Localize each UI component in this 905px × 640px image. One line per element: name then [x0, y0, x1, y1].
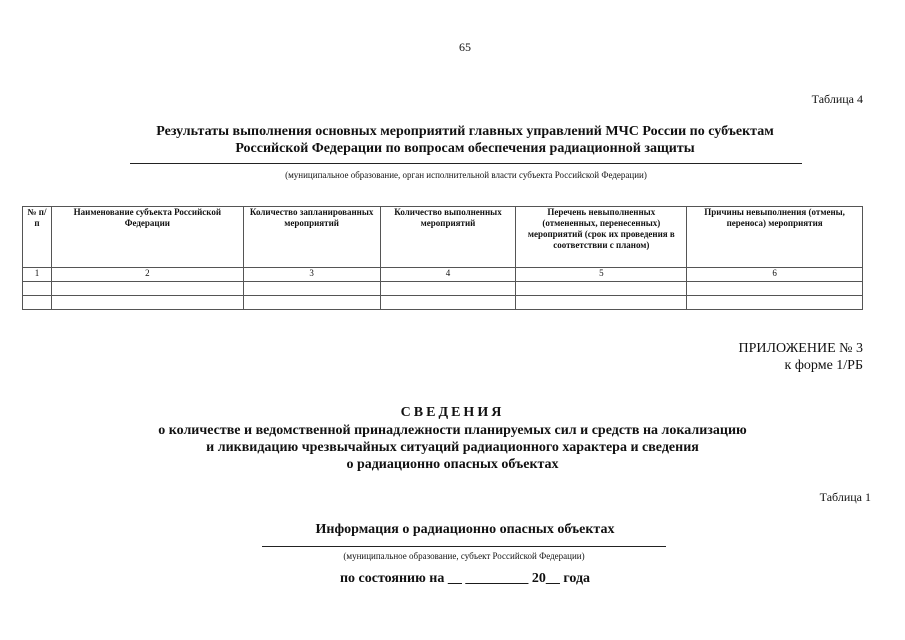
table-row: [23, 296, 863, 310]
empty-cell: [516, 282, 687, 296]
page-number: 65: [459, 40, 471, 54]
empty-cell: [51, 296, 243, 310]
column-number-cell: 3: [243, 268, 380, 282]
header-cell-subject: Наименование субъекта Российской Федерации: [51, 207, 243, 268]
column-number-cell: 5: [516, 268, 687, 282]
empty-cell: [23, 296, 52, 310]
table-4-label: Таблица 4: [811, 92, 863, 106]
empty-cell: [51, 282, 243, 296]
column-number-cell: 4: [380, 268, 516, 282]
table-4-caption: (муниципальное образование, орган исполнительной власти субъекта Российской Федерации): [285, 170, 647, 180]
header-cell-completed: Количество выполненных мероприятий: [380, 207, 516, 268]
svedeniya-heading: СВЕДЕНИЯ: [400, 405, 505, 420]
table-row: [23, 282, 863, 296]
svedeniya-subtitle: [80, 422, 825, 473]
empty-cell: [243, 282, 380, 296]
empty-cell: [23, 282, 52, 296]
as-of-date-line: по состоянию на __ _________ 20__ года: [339, 571, 591, 586]
results-table: [22, 206, 863, 310]
table-4-title-line2: Российской Федерации по вопросам обеспечения радиационной защиты: [235, 141, 695, 156]
header-cell-unfulfilled-list: Перечень невыполненных (отмененных, перенесенных) мероприятий (срок их проведения в соответствии с планом): [516, 207, 687, 268]
empty-cell: [380, 282, 516, 296]
table-4-fill-line: [130, 163, 802, 164]
svedeniya-line3: о радиационно опасных объектах: [346, 457, 559, 472]
svedeniya-line2: и ликвидацию чрезвычайных ситуаций радиационного характера и сведения: [206, 440, 699, 455]
appendix-form: к форме 1/РБ: [784, 358, 863, 373]
table-1-fill-line: [262, 546, 666, 547]
table-header-row: [23, 207, 863, 268]
header-cell-planned: Количество запланированных мероприятий: [243, 207, 380, 268]
empty-cell: [687, 282, 863, 296]
header-cell-reasons: Причины невыполнения (отмены, переноса) мероприятия: [687, 207, 863, 268]
appendix-reference: [739, 340, 864, 374]
table-1-title: Информация о радиационно опасных объектах: [315, 522, 615, 537]
appendix-number: ПРИЛОЖЕНИЕ № 3: [738, 341, 863, 356]
table-1-label: Таблица 1: [819, 490, 871, 504]
empty-cell: [243, 296, 380, 310]
empty-cell: [516, 296, 687, 310]
svedeniya-line1: о количестве и ведомственной принадлежности планируемых сил и средств на локализацию: [158, 423, 747, 438]
empty-cell: [687, 296, 863, 310]
table-1-caption: (муниципальное образование, субъект Российской Федерации): [343, 551, 585, 561]
empty-cell: [380, 296, 516, 310]
header-cell-number: № п/п: [23, 207, 52, 268]
table-4-title-line1: Результаты выполнения основных мероприятий главных управлений МЧС России по субъектам: [156, 124, 774, 139]
column-number-cell: 1: [23, 268, 52, 282]
table-4-title: [100, 123, 830, 157]
column-number-cell: 6: [687, 268, 863, 282]
column-number-cell: 2: [51, 268, 243, 282]
column-numbers-row: [23, 268, 863, 282]
